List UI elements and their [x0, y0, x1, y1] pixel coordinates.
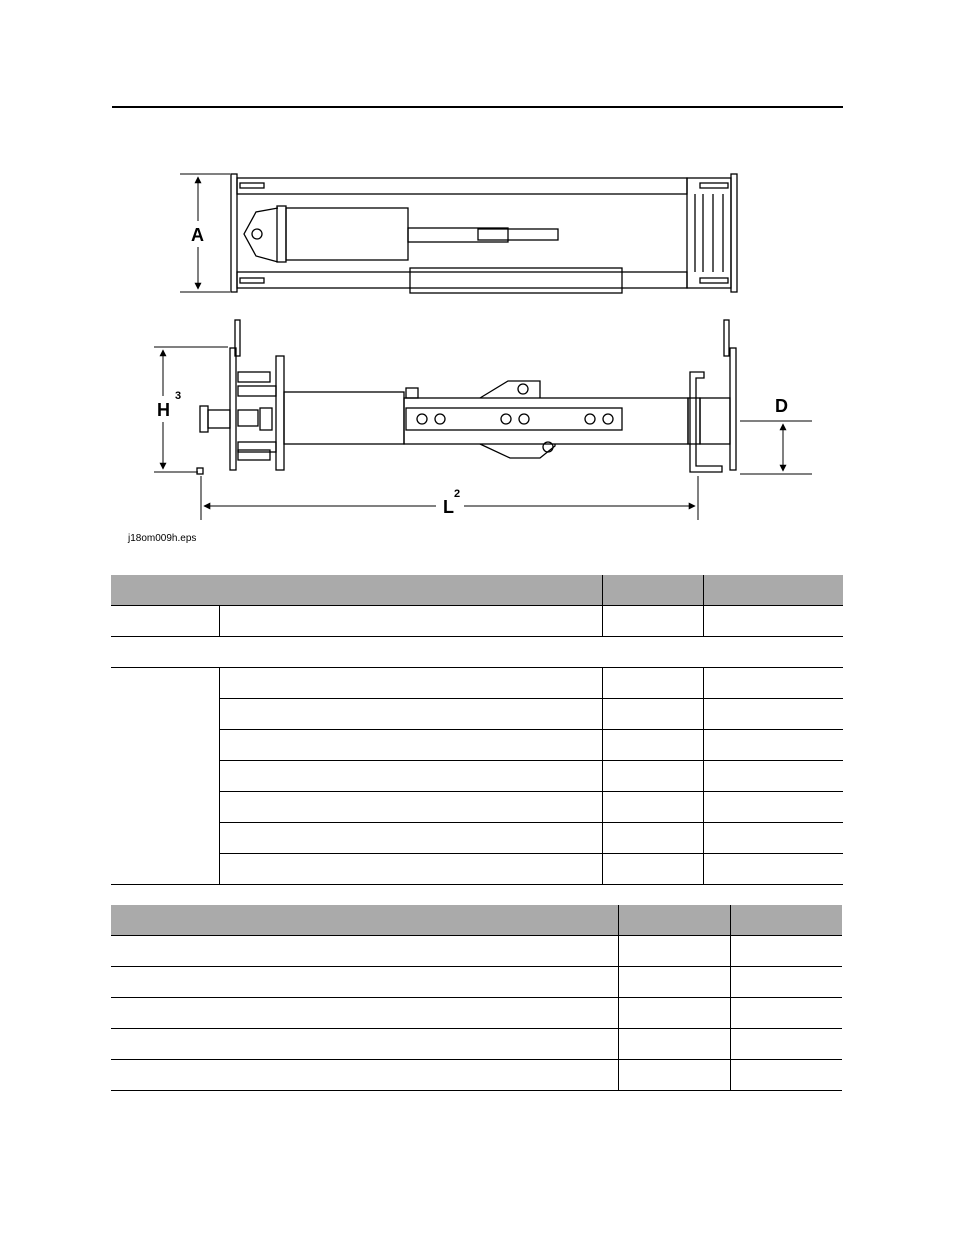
dimension-l-superscript: 2 — [454, 488, 461, 500]
section-row — [111, 637, 843, 668]
header-col-2 — [602, 575, 703, 606]
table-row — [111, 1060, 842, 1091]
table-header-row — [111, 575, 843, 606]
table-row — [111, 606, 843, 637]
table-header-row — [111, 905, 842, 936]
header-col-3 — [730, 905, 842, 936]
dimension-l-label: L — [443, 497, 454, 517]
dimension-h-superscript: 3 — [175, 390, 182, 402]
specifications-table — [111, 575, 843, 885]
table-row — [111, 699, 843, 730]
header-description — [111, 575, 602, 606]
attachment-drawing — [0, 0, 954, 560]
table-row — [111, 936, 842, 967]
dimension-d-label: D — [775, 396, 788, 416]
table-row — [111, 823, 843, 854]
secondary-specifications-table — [111, 905, 842, 1091]
figure-caption: j18om009h.eps — [128, 533, 197, 544]
table-row — [111, 761, 843, 792]
top-view — [231, 174, 737, 293]
table-row — [111, 730, 843, 761]
table-row — [111, 967, 842, 998]
table-row — [111, 1029, 842, 1060]
table-row — [111, 854, 843, 885]
table-row — [111, 792, 843, 823]
header-col-2 — [618, 905, 730, 936]
dimension-a-label: A — [191, 225, 204, 245]
table-row — [111, 998, 842, 1029]
header-description — [111, 905, 618, 936]
dimension-h-label: H — [157, 400, 170, 420]
group-label-cell — [111, 668, 219, 885]
table-row — [111, 668, 843, 699]
side-view — [197, 320, 736, 474]
header-col-3 — [703, 575, 843, 606]
